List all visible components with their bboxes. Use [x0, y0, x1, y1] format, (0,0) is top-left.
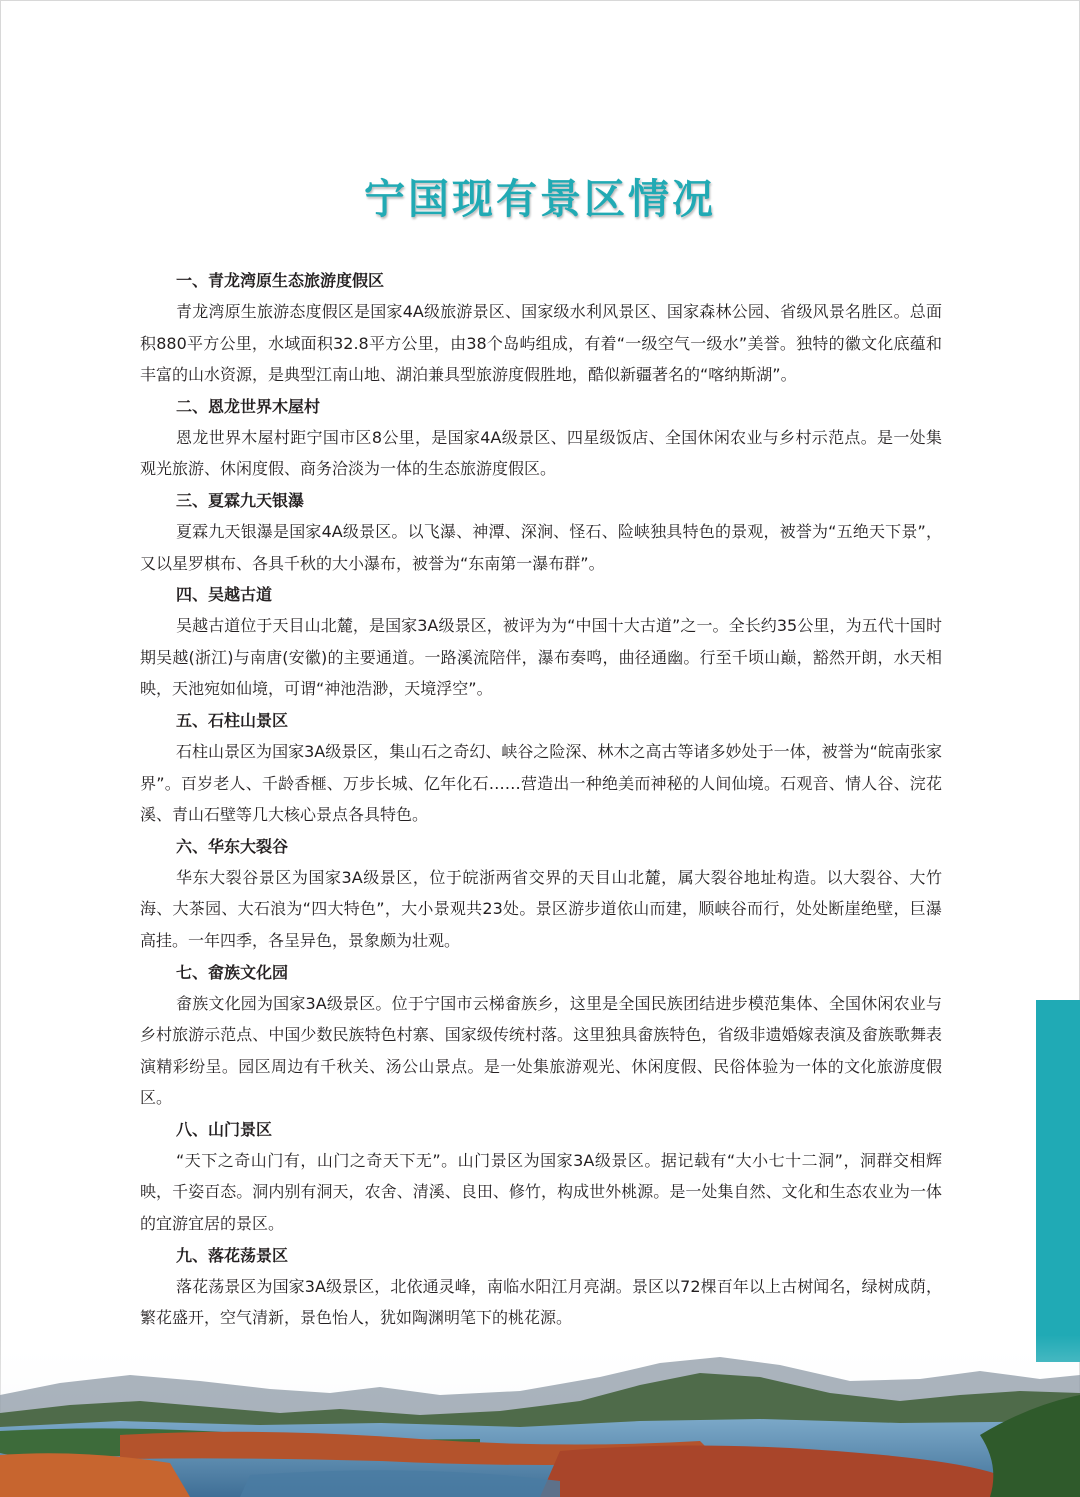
- section-body: 夏霖九天银瀑是国家4A级景区。以飞瀑、神潭、深涧、怪石、险峡独具特色的景观，被誉为“五绝天下景”，又以星罗棋布、各具千秋的大小瀑布，被誉为“东南第一瀑布群”。: [140, 521, 942, 573]
- section-heading: 二、恩龙世界木屋村: [176, 396, 321, 416]
- section-8: [140, 1114, 942, 1240]
- section-4: [140, 579, 942, 705]
- scenic-area-list: [140, 265, 942, 1334]
- section-body: 华东大裂谷景区为国家3A级景区，位于皖浙两省交界的天目山北麓，属大裂谷地址构造。以大裂谷、大竹海、大茶园、大石浪为“四大特色”，大小景观共23处。景区游步道依山而建，顺峡谷而行，处处断崖绝壁，巨瀑高挂。一年四季，各呈异色，景象颇为壮观。: [140, 867, 942, 950]
- section-3: [140, 485, 942, 579]
- section-heading: 六、华东大裂谷: [176, 836, 289, 856]
- section-body: 落花荡景区为国家3A级景区，北依通灵峰，南临水阳江月亮湖。景区以72棵百年以上古树闻名，绿树成荫，繁花盛开，空气清新，景色怡人，犹如陶渊明笔下的桃花源。: [140, 1276, 942, 1328]
- section-heading: 七、畲族文化园: [176, 962, 289, 982]
- section-1: [140, 265, 942, 391]
- section-heading: 一、青龙湾原生态旅游度假区: [176, 271, 385, 290]
- section-5: [140, 705, 942, 831]
- section-7: [140, 957, 942, 1114]
- section-heading: 三、夏霖九天银瀑: [176, 490, 305, 510]
- page-title: 宁国现有景区情况: [364, 175, 716, 223]
- section-6: [140, 831, 942, 957]
- section-heading: 五、石柱山景区: [176, 710, 289, 730]
- section-body: 畲族文化园为国家3A级景区。位于宁国市云梯畲族乡，这里是全国民族团结进步模范集体、全国休闲农业与乡村旅游示范点、中国少数民族特色村寨、国家级传统村落。这里独具畲族特色，省级非遗婚嫁表演及畲族歌舞表演精彩纷呈。园区周边有千秋关、汤公山景点。是一处集旅游观光、休闲度假、民俗体验为一体的文化旅游度假区。: [140, 993, 942, 1108]
- section-body: 石柱山景区为国家3A级景区，集山石之奇幻、峡谷之险深、林木之高古等诸多妙处于一体，被誉为“皖南张家界”。百岁老人、千龄香榧、万步长城、亿年化石……营造出一种绝美而神秘的人间仙境。石观音、情人谷、浣花溪、青山石壁等几大核心景点各具特色。: [140, 741, 942, 825]
- section-body: 恩龙世界木屋村距宁国市区8公里，是国家4A级景区、四星级饭店、全国休闲农业与乡村示范点。是一处集观光旅游、休闲度假、商务洽淡为一体的生态旅游度假区。: [140, 427, 942, 479]
- section-heading: 八、山门景区: [176, 1119, 273, 1139]
- section-2: [140, 391, 942, 485]
- sidebar-accent-tab: [1036, 1000, 1080, 1362]
- section-heading: 四、吴越古道: [176, 585, 273, 605]
- section-body: “天下之奇山门有，山门之奇天下无”。山门景区为国家3A级景区。据记载有“大小七十二洞”，洞群交相辉映，千姿百态。洞内别有洞天，农舍、清溪、良田、修竹，构成世外桃源。是一处集自然、文化和生态农业为一体的宜游宜居的景区。: [140, 1150, 942, 1234]
- section-body: 吴越古道位于天目山北麓，是国家3A级景区，被评为为“中国十大古道”之一。全长约35公里，为五代十国时期吴越(浙江)与南唐(安徽)的主要通道。一路溪流陪伴，瀑布奏鸣，曲径通幽。行至千顷山巅，豁然开朗，水天相映，天池宛如仙境，可谓“神池浩渺，天境浮空”。: [140, 616, 942, 699]
- section-9: [140, 1240, 942, 1334]
- section-heading: 九、落花荡景区: [176, 1245, 289, 1265]
- section-body: 青龙湾原生旅游态度假区是国家4A级旅游景区、国家级水利风景区、国家森林公园、省级风景名胜区。总面积880平方公里，水域面积32.8平方公里，由38个岛屿组成，有着“一级空气一级水”美誉。独特的徽文化底蕴和丰富的山水资源，是典型江南山地、湖泊兼具型旅游度假胜地，酷似新疆著名的“喀纳斯湖”。: [140, 302, 942, 385]
- lake-landscape-illustration: [0, 1335, 1080, 1497]
